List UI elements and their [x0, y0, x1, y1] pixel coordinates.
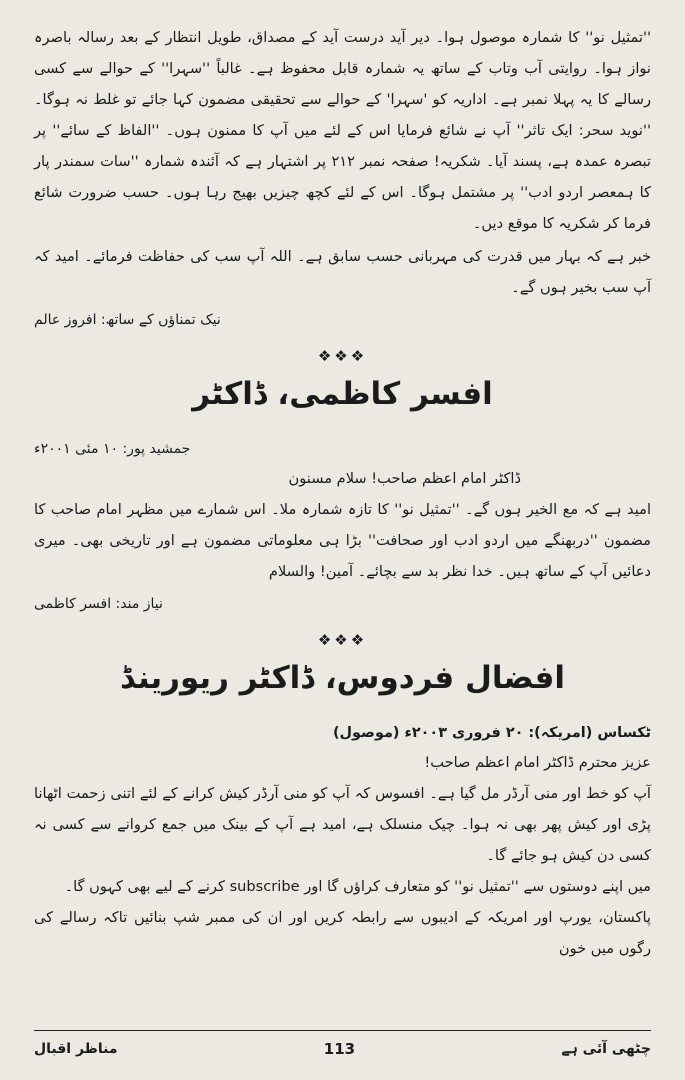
letter1-signature-row: [34, 309, 651, 328]
letter1-paragraph-2: خبر ہے کہ بہار میں قدرت کی مہربانی حسب سابق ہے۔ اللہ آپ سب کی حفاظت فرمائے۔ امید کہ آپ سب بخیر ہوں گے۔: [34, 248, 651, 296]
section-divider-stars-2: ❖❖❖: [317, 631, 368, 649]
footer-book-title: چٹھی آئی ہے: [561, 1041, 651, 1057]
letter2-heading: افسر کاظمی، ڈاکٹر: [192, 376, 493, 412]
letter3-paragraph-3: پاکستان، یورپ اور امریکہ کے ادیبوں سے رابطہ کریں اور ان کی ممبر شپ بنائیں تاکہ رسالے کی رگوں میں خون: [34, 909, 651, 957]
letter3-paragraph-1: آپ کو خط اور منی آرڈر مل گیا ہے۔ افسوس کہ آپ کو منی آرڈر کیش کرانے کے لئے اتنی زحمت اٹھانا پڑی اور کیش پھر بھی نہ ہوا۔ چیک منسلک ہے، امید ہے آپ کے بینک میں جمع کروانے سے کسی نہ کسی دن کیش ہو جائے گا۔: [34, 785, 651, 864]
section-divider-stars: ❖❖❖: [317, 347, 368, 365]
letter2-signature-row: [34, 593, 651, 612]
letter3-greeting: عزیز محترم ڈاکٹر امام اعظم صاحب!: [424, 754, 651, 771]
footer-author: مناظر اقبال: [34, 1041, 118, 1057]
footer-rule: [34, 1030, 651, 1031]
page-footer: [34, 1034, 651, 1064]
letter1-paragraph-1: ''تمثیل نو'' کا شمارہ موصول ہوا۔ دیر آید درست آید کے مصداق، طویل انتظار کے بعد رسالہ باصرہ نواز ہوا۔ روایتی آب وتاب کے ساتھ یہ شمارہ قابل محفوظ ہے۔ غالباً ''سہرا'' کے حوالے سے کسی رسالے کا یہ پہلا نمبر ہے۔ اداریہ کو 'سہرا' کے حوالے سے تحقیقی مضمون کہا جائے تو غلط نہ ہوگا۔ ''نوید سحر: ایک تاثر'' آپ نے شائع فرمایا اس کے لئے میں آپ کا ممنون ہوں۔ ''الفاظ کے سائے'' پر تبصرہ عمدہ ہے، پسند آیا۔ شکریہ! صفحہ نمبر ۲۱۲ پر اشتہار ہے کہ آئندہ شمارہ ''سات سمندر پار کا ہمعصر اردو ادب'' پر مشتمل ہوگا۔ اس کے لئے کچھ چیزیں بھیج رہا ہوں۔ حسب ضرورت شائع فرما کر شکریہ کا موقع دیں۔: [34, 29, 651, 232]
page-number: 113: [323, 1040, 356, 1058]
letter1-signature: نیک تمناؤں کے ساتھ: افروز عالم: [34, 312, 221, 328]
letter2-greeting: ڈاکٹر امام اعظم صاحب! سلام مسنون: [288, 470, 521, 487]
letter2-dateline: جمشید پور: ۱۰ مئی ۲۰۰۱ء: [34, 441, 191, 457]
letter3-dateline: ٹکساس (امریکہ): ۲۰ فروری ۲۰۰۳ء (موصول): [332, 725, 651, 741]
letter2-dateline-row: [34, 434, 651, 464]
letter3-heading: افضال فردوس، ڈاکٹر ریورینڈ: [119, 660, 566, 696]
letter3-paragraph-2: میں اپنے دوستوں سے ''تمثیل نو'' کو متعارف کراؤں گا اور subscribe کرنے کے لیے بھی کہوں گا۔: [64, 878, 651, 895]
letter2-paragraph-1: امید ہے کہ مع الخیر ہوں گے۔ ''تمثیل نو'' کا تازہ شمارہ ملا۔ اس شمارے میں مظہر امام صاحب کا مضمون ''دربھنگے میں اردو ادب اور صحافت'' بڑا ہی معلوماتی مضمون ہے اور تاریخی بھی۔ میری دعائیں آپ کے ساتھ ہیں۔ خدا نظر بد سے بچائے۔ آمین! والسلام: [34, 501, 651, 580]
letter2-signature: نیاز مند: افسر کاظمی: [34, 596, 163, 612]
